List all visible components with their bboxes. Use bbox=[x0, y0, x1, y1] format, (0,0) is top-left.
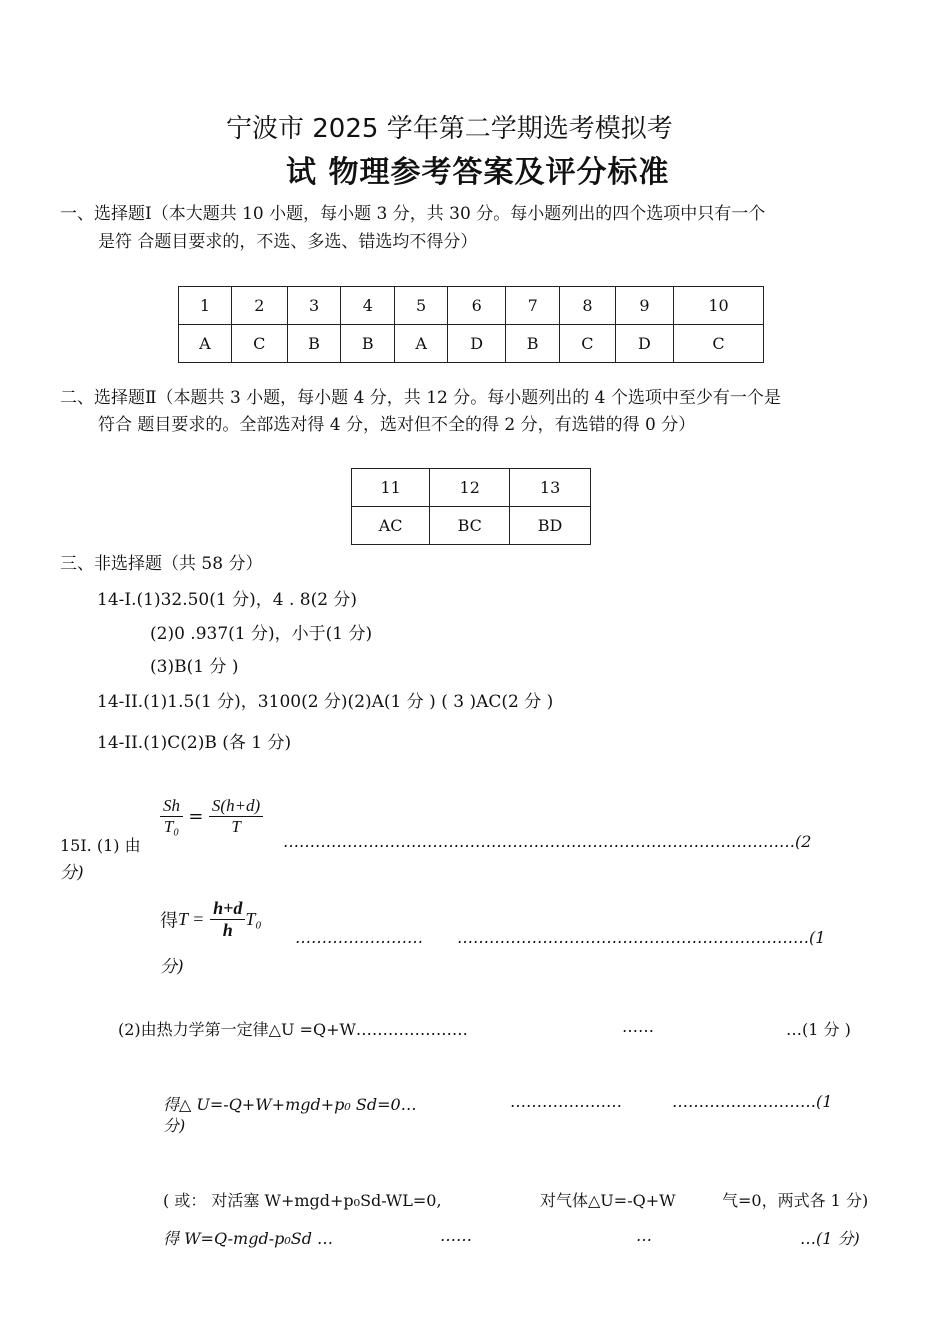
q15-get2-dots1: ………………… bbox=[510, 1092, 622, 1111]
table-cell: 7 bbox=[506, 287, 560, 325]
table-cell: 1 bbox=[179, 287, 232, 325]
q15-score3-tail: 分) bbox=[163, 1116, 186, 1135]
table-cell: 9 bbox=[615, 287, 673, 325]
table-cell: 12 bbox=[430, 469, 510, 507]
table-cell: 11 bbox=[352, 469, 430, 507]
q14-line2: (2)0 .937(1 分)，小于(1 分) bbox=[150, 624, 373, 644]
q15-get2-dots2: ………………………(1 bbox=[672, 1092, 833, 1111]
table-cell: B bbox=[287, 325, 341, 363]
q14-line1: 14-I.(1)32.50(1 分)，4 . 8(2 分) bbox=[97, 590, 358, 610]
q15-score2-tail: 分) bbox=[160, 957, 184, 977]
q15-alt-line-b: 对气体△U=-Q+W bbox=[540, 1191, 676, 1210]
q15-part2-dots: …… bbox=[622, 1017, 654, 1036]
table-cell: C bbox=[560, 325, 616, 363]
eq1-left-denominator: T₀ bbox=[163, 817, 180, 836]
table-cell: 3 bbox=[287, 287, 341, 325]
q15-alt-line-c: 气=0，两式各 1 分) bbox=[722, 1191, 869, 1210]
q15-final-c: … bbox=[636, 1226, 652, 1245]
table-cell: D bbox=[448, 325, 506, 363]
q15-final-a: 得 W=Q-mgd-p₀Sd … bbox=[163, 1229, 334, 1248]
q15-score1-dots: ……………………………………………………………………………………(2 bbox=[283, 832, 812, 851]
page-title-line1: 宁波市 2025 学年第二学期选考模拟考 bbox=[226, 114, 673, 144]
table-cell: 6 bbox=[448, 287, 506, 325]
q14-line5: 14-II.(1)C(2)B (各 1 分) bbox=[97, 733, 292, 753]
table-cell: C bbox=[674, 325, 764, 363]
eq1-right-denominator: T bbox=[231, 817, 241, 836]
section1-intro-line2: 是符 合题目要求的，不选、多选、错选均不得分） bbox=[98, 232, 478, 252]
section3-heading: 三、非选择题（共 58 分） bbox=[60, 554, 263, 574]
q15-score2-dots-a: …………………… bbox=[295, 928, 423, 947]
table-cell: C bbox=[231, 325, 287, 363]
table-cell: A bbox=[179, 325, 232, 363]
q15-get2-line: 得△ U=-Q+W+mgd+p₀ Sd=0… bbox=[163, 1095, 417, 1114]
eq1-left-numerator: Sh bbox=[160, 796, 183, 817]
section1-answer-table bbox=[178, 286, 764, 363]
eq2-numerator: h+d bbox=[210, 898, 245, 920]
q15-label: 15I. (1) 由 bbox=[60, 836, 141, 855]
eq1-left-fraction bbox=[160, 796, 183, 837]
q14-line3: (3)B(1 分 ) bbox=[150, 657, 239, 677]
q15-equation2 bbox=[160, 898, 262, 941]
table-cell: 2 bbox=[231, 287, 287, 325]
table-row-numbers bbox=[352, 469, 591, 507]
eq1-right-fraction bbox=[209, 796, 263, 837]
q15-final-d: …(1 分) bbox=[800, 1229, 860, 1248]
q15-final-b: …… bbox=[440, 1226, 472, 1245]
q15-score1-tail: 分) bbox=[60, 863, 84, 883]
section2-intro-line1: 二、选择题Ⅱ（本题共 3 小题，每小题 4 分，共 12 分。每小题列出的 4 个选项中至少有一个是 bbox=[60, 388, 781, 408]
table-cell: BC bbox=[430, 507, 510, 545]
table-cell: 8 bbox=[560, 287, 616, 325]
eq2-get-label: 得 bbox=[160, 910, 178, 932]
eq2-tail: T₀ bbox=[245, 909, 262, 929]
q14-line4: 14-II.(1)1.5(1 分)，3100(2 分)(2)A(1 分 ) ( 3 )AC(2 分 ) bbox=[97, 692, 554, 712]
table-cell: D bbox=[615, 325, 673, 363]
table-cell: 5 bbox=[395, 287, 448, 325]
table-cell: AC bbox=[352, 507, 430, 545]
q15-part2-score: …(1 分 ) bbox=[786, 1020, 851, 1039]
table-cell: B bbox=[341, 325, 395, 363]
q15-alt-line-a: ( 或： 对活塞 W+mgd+p₀Sd-WL=0, bbox=[163, 1191, 442, 1210]
eq2-lhs: T = bbox=[178, 909, 205, 929]
eq1-right-numerator: S(h+d) bbox=[209, 796, 263, 817]
table-row-numbers bbox=[179, 287, 764, 325]
section2-answer-table bbox=[351, 468, 591, 545]
table-row-answers bbox=[179, 325, 764, 363]
section1-intro-line1: 一、选择题Ⅰ（本大题共 10 小题，每小题 3 分，共 30 分。每小题列出的四个选项中只有一个 bbox=[60, 204, 766, 224]
eq1-equals: = bbox=[188, 806, 204, 827]
eq2-fraction bbox=[210, 898, 245, 941]
q15-score2-dots-b: …………………………………………………………(1 bbox=[457, 928, 826, 947]
table-cell: 4 bbox=[341, 287, 395, 325]
table-cell: 13 bbox=[510, 469, 591, 507]
eq2-denominator: h bbox=[222, 920, 233, 940]
q15-equation1 bbox=[160, 796, 263, 837]
table-cell: B bbox=[506, 325, 560, 363]
table-row-answers bbox=[352, 507, 591, 545]
table-cell: A bbox=[395, 325, 448, 363]
table-cell: BD bbox=[510, 507, 591, 545]
page-title-line2: 试 物理参考答案及评分标准 bbox=[286, 155, 670, 190]
table-cell: 10 bbox=[674, 287, 764, 325]
section2-intro-line2: 符合 题目要求的。全部选对得 4 分，选对但不全的得 2 分，有选错的得 0 分） bbox=[98, 415, 696, 435]
q15-part2-line: (2)由热力学第一定律△U =Q+W………………… bbox=[118, 1020, 468, 1039]
